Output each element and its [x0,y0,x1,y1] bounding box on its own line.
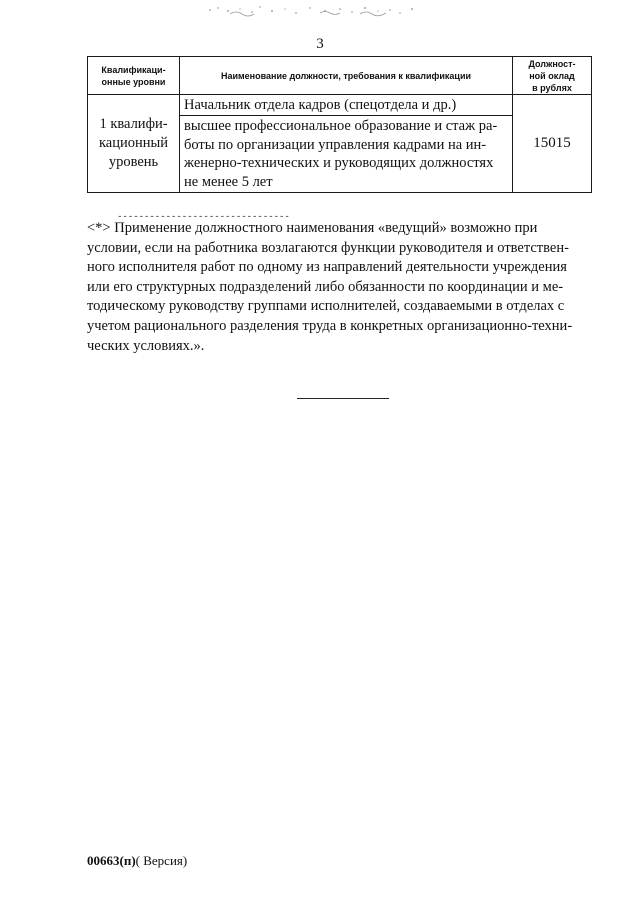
table-row [88,95,592,193]
position-title: Начальник отдела кадров (спецотдела и др.) [180,95,512,116]
footnote-separator: -------------------------------- [117,212,290,222]
page-number: 3 [316,36,324,52]
footnote-text: <*> Применение должностного наименования «ведущий» возможно при условии, если на работника возлагаются функции руководителя и ответствен- ного исполнителя работ по одному из направлений деятельности учреждения или его структурных подразделений либо обязанности по координации и ме- тодическому руководству группами исполнителей, создаваемыми в отделах с учетом рационального разделения труда в конкретных организационно-техни- ческих условиях.». [87,220,573,354]
scan-noise-marks [200,2,430,24]
cell-level [88,95,180,193]
cell-salary [513,95,592,193]
header-salary-text: Должност- ной оклад в рублях [528,58,576,93]
end-divider [297,398,389,399]
document-code [87,853,187,869]
document-code-number: 00663(п) [87,853,136,868]
header-position [180,57,513,95]
header-salary [513,57,592,95]
header-position-text: Наименование должности, требования к квалификации [220,70,472,81]
cell-position [180,95,513,193]
salary-value: 15015 [533,135,571,151]
qualification-table [87,56,592,193]
header-level [88,57,180,95]
position-requirements: высшее профессиональное образование и стаж ра- боты по организации управления кадрами на ин- женерно-технических и руководящих должностях не менее 5 лет [184,118,498,190]
table-header-row [88,57,592,95]
header-level-text: Квалификаци- онные уровни [101,64,166,87]
document-version: ( Версия) [135,853,188,868]
level-text: 1 квалифи- кационный уровень [98,116,169,170]
